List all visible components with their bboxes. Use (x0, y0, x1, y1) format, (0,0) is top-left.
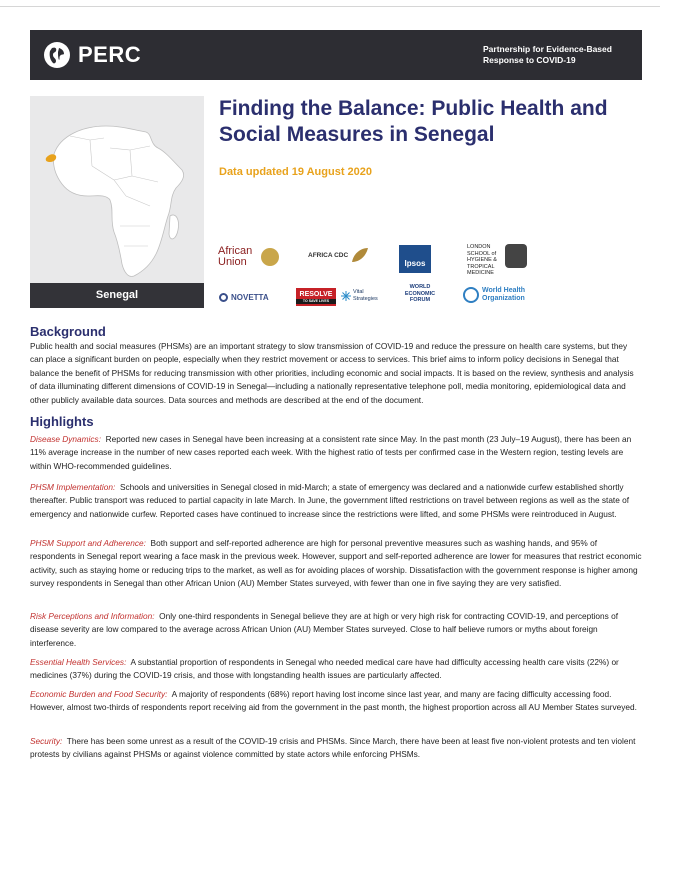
highlight-text: Only one-third respondents in Senegal believe they are at high or very high risk for contracting COVID-19, and perceptions of disease severity are low compared to the average across African Union (AU) Member States surveyed. Close to half believe rumors or myths about foreign interference. (30, 611, 619, 648)
highlight-label: PHSM Support and Adherence: (30, 538, 146, 548)
vital-burst-icon (341, 291, 351, 301)
highlight-text: A majority of respondents (68%) report having lost income since last year, and many are facing difficulty accessing food. However, almost two-thirds of respondents report receiving aid from the government in the past month, the highest proportion across all AU Member States surveyed. (30, 689, 637, 713)
lshtm-crest-icon (505, 244, 527, 268)
africa-cdc-label: AFRICA CDC (308, 251, 349, 259)
africa-cdc-leaf-icon (350, 246, 370, 264)
perc-logo (44, 41, 141, 69)
highlight-item (30, 481, 642, 521)
resolve-logo (296, 288, 336, 306)
globe-icon (44, 42, 70, 68)
highlight-item (30, 735, 642, 762)
africa-cdc-logo (308, 246, 370, 264)
africa-map (30, 96, 204, 306)
novetta-label: NOVETTA (231, 293, 269, 302)
african-union-logo (218, 246, 279, 268)
highlight-item (30, 537, 642, 591)
highlight-label: Security: (30, 736, 63, 746)
novetta-logo (219, 293, 269, 302)
background-heading: Background (30, 324, 106, 339)
vital-strategies-logo (341, 289, 381, 302)
novetta-mark-icon (219, 293, 228, 302)
vital-label: Vital Strategies (353, 289, 378, 302)
data-updated-date: Data updated 19 August 2020 (219, 166, 373, 178)
perc-header-banner (30, 30, 642, 80)
highlight-label: Disease Dynamics: (30, 434, 102, 444)
lshtm-label: LONDON SCHOOL of HYGIENE & TROPICAL MEDICINE (467, 244, 497, 276)
highlight-label: PHSM Implementation: (30, 482, 116, 492)
top-rule (0, 6, 660, 7)
highlight-label: Risk Perceptions and Information: (30, 611, 155, 621)
african-union-label: African Union (218, 245, 253, 268)
wef-logo: WORLD ECONOMIC FORUM (404, 284, 436, 303)
lshtm-logo (467, 244, 529, 277)
who-label: World Health Organization (482, 287, 526, 302)
highlights-heading: Highlights (30, 414, 94, 429)
highlight-item (30, 610, 642, 650)
who-logo (463, 287, 528, 303)
highlight-item (30, 688, 642, 715)
country-label: Senegal (30, 283, 204, 308)
highlight-item (30, 656, 642, 683)
ipsos-logo: Ipsos (399, 245, 431, 273)
header-tagline: Partnership for Evidence-Based Response to COVID-19 (483, 44, 612, 65)
resolve-sublabel: TO SAVE LIVES (296, 299, 336, 304)
highlight-label: Economic Burden and Food Security: (30, 689, 168, 699)
resolve-label: RESOLVE (299, 290, 333, 298)
page-title: Finding the Balance: Public Health and Social Measures in Senegal (219, 97, 608, 146)
highlight-item (30, 433, 642, 473)
highlight-text: A substantial proportion of respondents in Senegal who needed medical care have had difficulty accessing health care visits (22%) or medicines (37%) during the COVID-19 crisis, and those with longstanding health issues are particularly affected. (30, 657, 619, 681)
highlight-label: Essential Health Services: (30, 657, 127, 667)
highlight-text: Reported new cases in Senegal have been increasing at a consistent rate since May. In the past month (23 July–19 August), there has been an 11% average increase in the number of new cases reported each week. With the highest ratio of tests per confirmed case in the Western region, testing levels are within WHO-recommended guidelines. (30, 434, 632, 471)
who-globe-icon (463, 287, 479, 303)
highlight-text: There has been some unrest as a result of the COVID-19 crisis and PHSMs. Since March, there have been at least five non-violent protests and ten violent protests by civilians against PHSMs or against violence committed by state actors while enforcing PHSMs. (30, 736, 636, 760)
au-seal-icon (261, 248, 279, 266)
brand-name: PERC (78, 42, 142, 67)
highlight-text: Schools and universities in Senegal closed in mid-March; a state of emergency was declared and a nationwide curfew established shortly thereafter. Public transport was reduced to partial capacity in late March. In June, the government lifted restrictions on travel between regions as well as the state of emergency and nationwide curfew. Reported cases have continued to increase since the restrictions were lifted, and some PHSMs were reintroduced in August. (30, 482, 630, 519)
background-text: Public health and social measures (PHSMs) are an important strategy to slow transmission of COVID-19 and reduce the pressure on health care systems, but they can place a significant burden on people, especially when they restrict movement or access to services. This brief aims to inform policy decisions in Senegal that balance the benefit of PHSMs for reducing transmission with other priorities, including economic and social impacts. It is based on the review, synthesis and analysis of data illuminating different dimensions of COVID-19 in Senegal—including a nationally representative telephone poll, media monitoring, epidemiological data and other publicly available data sources. Data sources and methods are described at the end of the document. (30, 341, 634, 405)
highlight-text: Both support and self-reported adherence are high for personal preventive measures such as washing hands, and 95% of respondents in Senegal report wearing a face mask in the previous week. However, support and self-reported adherence are lower for measures that restrict economic activity, such as staying home or reducing trips to the market, as well as for avoiding places of worship. Dissatisfaction with the government response is higher among survey respondents in Senegal than other African Union (AU) Member States surveyed, with fewer than one in five saying they are very satisfied. (30, 538, 642, 589)
